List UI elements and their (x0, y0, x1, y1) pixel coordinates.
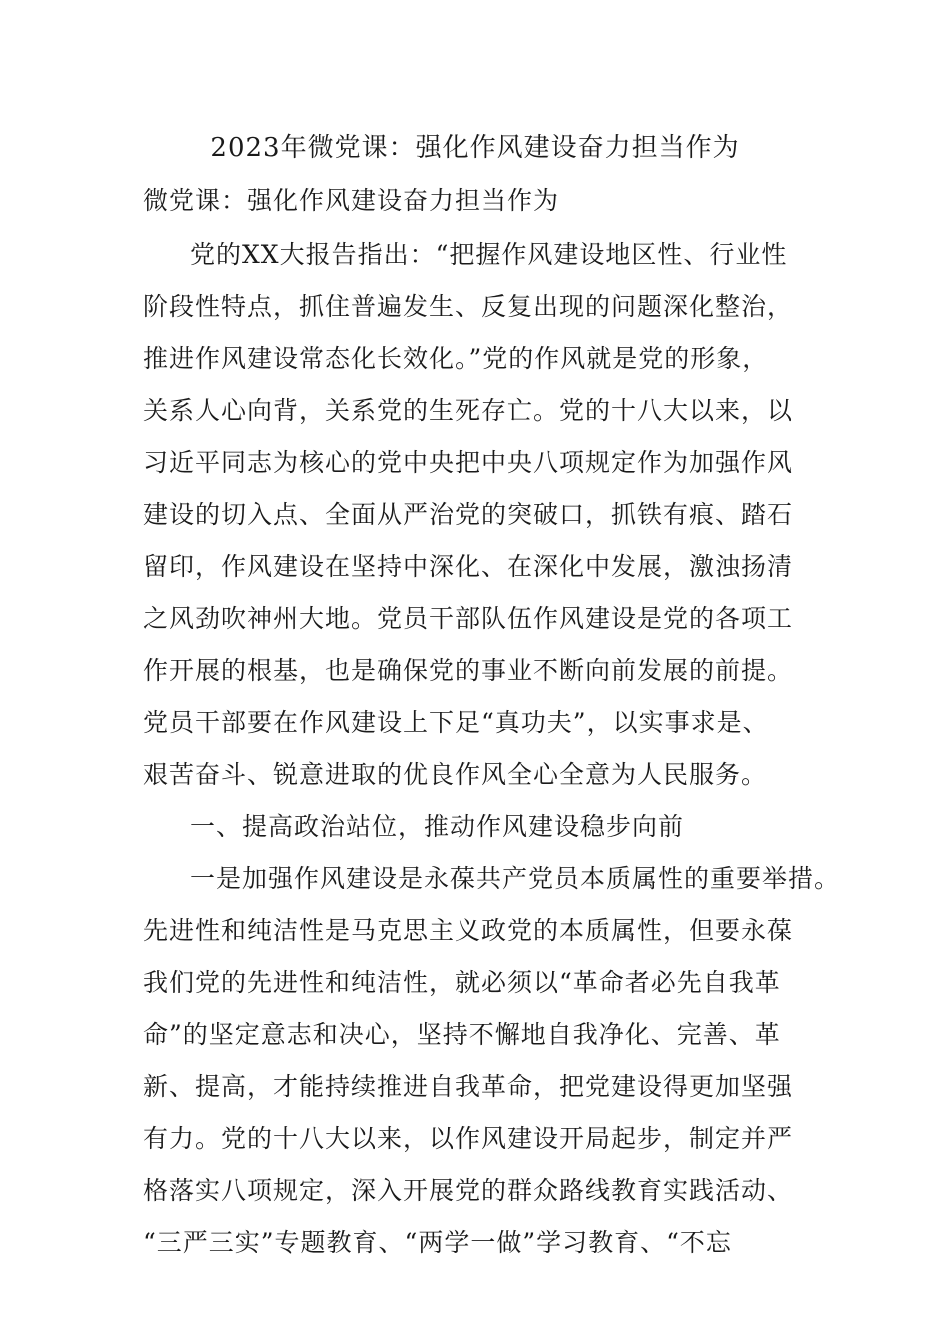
paragraph-line: 建设的切入点、全面从严治党的突破口，抓铁有痕、踏石 (143, 500, 794, 529)
section-heading: 一、提高政治站位，推动作风建设稳步向前 (190, 812, 685, 841)
paragraph-line: 新、提高，才能持续推进自我革命，把党建设得更加坚强 (143, 1072, 794, 1101)
paragraph-line: 命”的坚定意志和决心，坚持不懈地自我净化、完善、革 (143, 1020, 781, 1049)
paragraph-line: “三严三实”专题教育、“两学一做”学习教育、“不忘 (143, 1228, 732, 1257)
paragraph-line: 之风劲吹神州大地。党员干部队伍作风建设是党的各项工 (143, 604, 794, 633)
paragraph-line: 习近平同志为核心的党中央把中央八项规定作为加强作风 (143, 448, 794, 477)
paragraph-line: 格落实八项规定，深入开展党的群众路线教育实践活动、 (143, 1176, 794, 1205)
paragraph-line: 先进性和纯洁性是马克思主义政党的本质属性，但要永葆 (143, 916, 794, 945)
document-subtitle: 微党课：强化作风建设奋力担当作为 (143, 186, 560, 215)
paragraph-line: 我们党的先进性和纯洁性，就必须以“革命者必先自我革 (143, 968, 781, 997)
paragraph-line: 关系人心向背，关系党的生死存亡。党的十八大以来，以 (143, 396, 794, 425)
paragraph-line: 党员干部要在作风建设上下足“真功夫”，以实事求是、 (143, 708, 769, 737)
paragraph-line: 一是加强作风建设是永葆共产党员本质属性的重要举措。 (190, 864, 841, 893)
paragraph-line: 作开展的根基，也是确保党的事业不断向前发展的前提。 (143, 656, 794, 685)
paragraph-line: 留印，作风建设在坚持中深化、在深化中发展，激浊扬清 (143, 552, 794, 581)
paragraph-line: 艰苦奋斗、锐意进取的优良作风全心全意为人民服务。 (143, 760, 768, 789)
paragraph-line: 有力。党的十八大以来，以作风建设开局起步，制定并严 (143, 1124, 794, 1153)
paragraph-line: 推进作风建设常态化长效化。”党的作风就是党的形象， (143, 344, 769, 373)
paragraph-line: 党的XX大报告指出：“把握作风建设地区性、行业性 (190, 240, 788, 269)
paragraph-line: 阶段性特点，抓住普遍发生、反复出现的问题深化整治， (143, 292, 794, 321)
document-title: 2023年微党课：强化作风建设奋力担当作为 (210, 133, 740, 163)
